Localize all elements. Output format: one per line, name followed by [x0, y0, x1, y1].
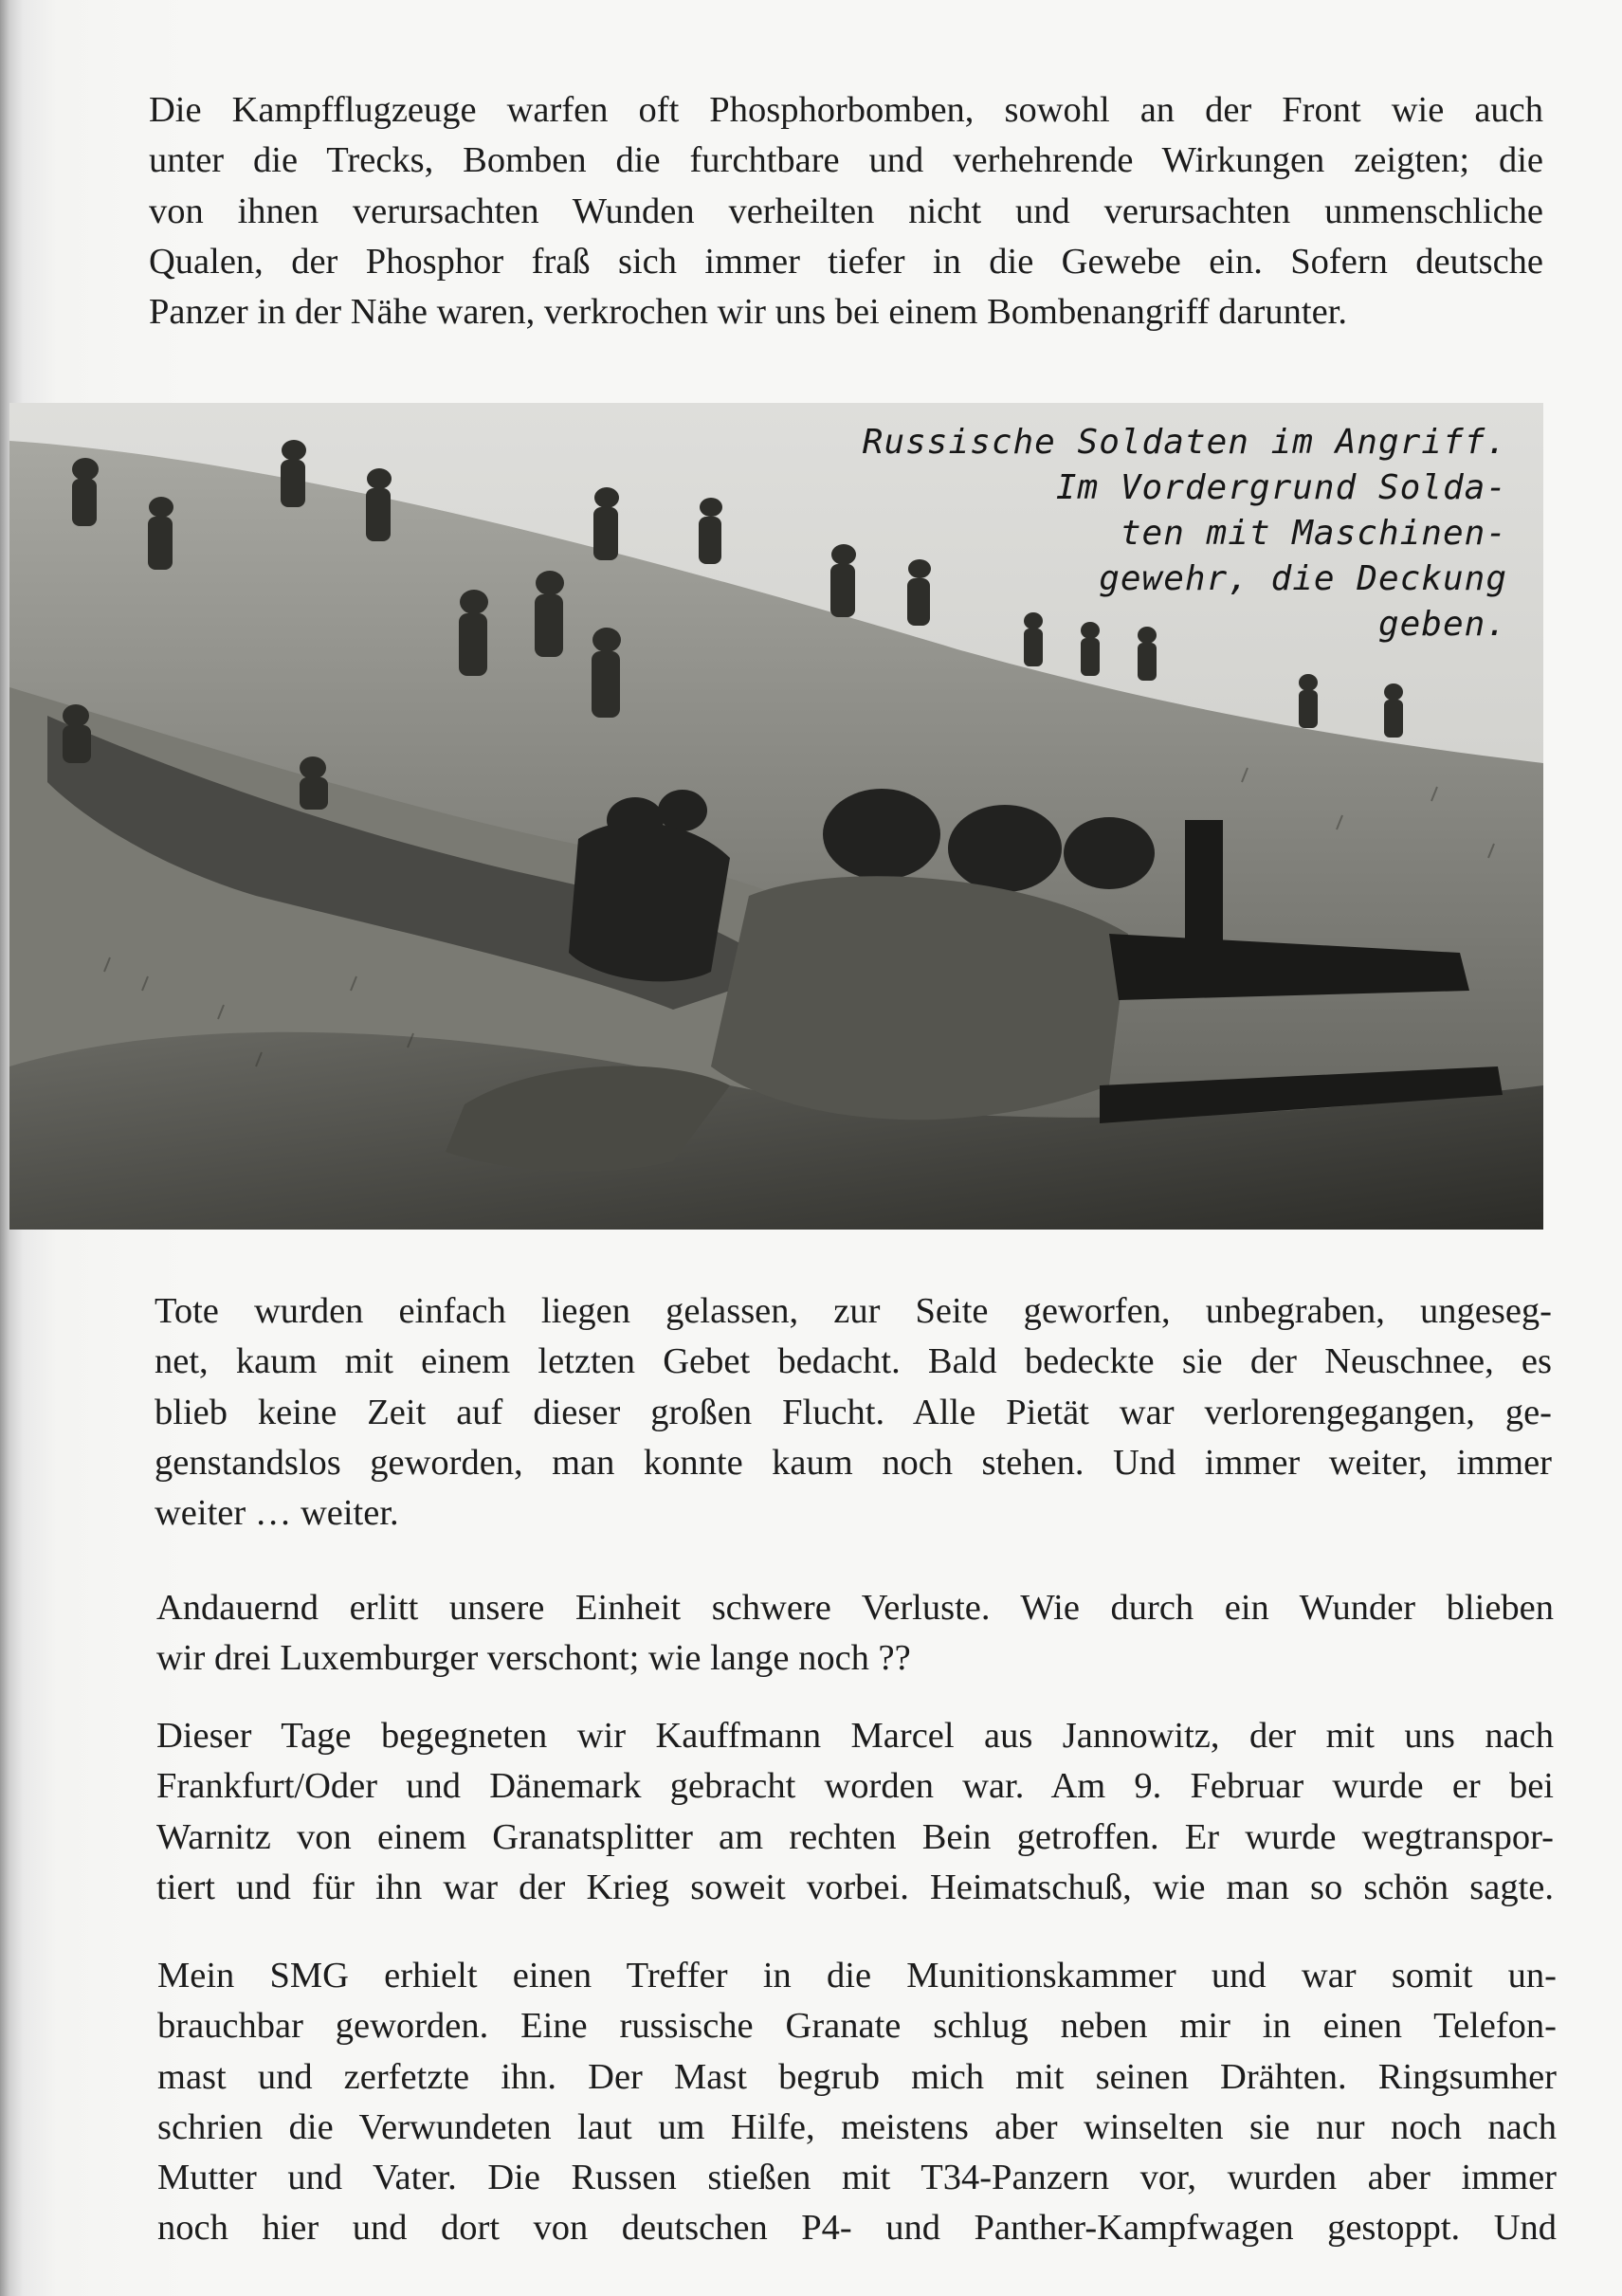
text-line: Mein SMG erhielt einen Treffer in die Munitionskammer und war somit un-: [157, 1956, 1557, 1995]
caption-line: Im Vordergrund Solda-: [1055, 468, 1507, 507]
caption-line: ten mit Maschinen-: [1120, 514, 1507, 553]
text-line: weiter … weiter.: [155, 1493, 399, 1534]
text-line: noch hier und dort von deutschen P4- und Panther-Kampfwagen gestoppt. Und: [157, 2208, 1557, 2249]
text-line: genstandslos geworden, man konnte kaum noch stehen. Und immer weiter, immer: [155, 1442, 1552, 1483]
text-line: tiert und für ihn war der Krieg soweit vorbei. Heimatschuß, wie man so schön sagte.: [156, 1867, 1554, 1907]
caption-line: gewehr, die Deckung: [1099, 559, 1507, 598]
paragraph-smg: [157, 1951, 1557, 2254]
text-line: Qualen, der Phosphor fraß sich immer tiefer in die Gewebe ein. Sofern deutsche: [149, 241, 1543, 282]
text-line: von ihnen verursachten Wunden verheilten nicht und verursachten unmenschliche: [149, 191, 1543, 231]
text-line: blieb keine Zeit auf dieser großen Flucht. Alle Pietät war verlorengegangen, ge-: [155, 1392, 1552, 1432]
text-line: brauchbar geworden. Eine russische Granate schlug neben mir in einen Telefon-: [157, 2006, 1557, 2047]
paragraph-kauffmann: [156, 1711, 1554, 1913]
text-line: wir drei Luxemburger verschont; wie lange noch ??: [156, 1638, 911, 1679]
text-line: Andauernd erlitt unsere Einheit schwere Verluste. Wie durch ein Wunder blieben: [156, 1588, 1554, 1628]
text-line: Mutter und Vater. Die Russen stießen mit T34-Panzern vor, wurden aber immer: [157, 2158, 1557, 2198]
text-line: Dieser Tage begegneten wir Kauffmann Marcel aus Jannowitz, der mit uns nach: [156, 1716, 1554, 1756]
text-line: unter die Trecks, Bomben die furchtbare und verhehrende Wirkungen zeigten; die: [149, 140, 1543, 181]
text-line: Frankfurt/Oder und Dänemark gebracht worden war. Am 9. Februar wurde er bei: [156, 1766, 1554, 1807]
paragraph-tote: [155, 1286, 1552, 1539]
war-photograph: [9, 403, 1543, 1230]
text-line: Tote wurden einfach liegen gelassen, zur Seite geworfen, unbegraben, ungeseg-: [155, 1291, 1552, 1331]
text-line: Die Kampfflugzeuge warfen oft Phosphorbomben, sowohl an der Front wie auch: [149, 90, 1543, 130]
paragraph-verluste: [156, 1583, 1554, 1685]
photo-caption: [730, 420, 1507, 647]
text-line: schrien die Verwundeten laut um Hilfe, meistens aber winselten sie nur noch nach: [157, 2106, 1557, 2147]
text-line: Panzer in der Nähe waren, verkrochen wir uns bei einem Bombenangriff darunter.: [149, 292, 1347, 333]
paragraph-phosphorbomben: [149, 85, 1543, 337]
caption-line: geben.: [1377, 605, 1507, 644]
text-line: Warnitz von einem Granatsplitter am rechten Bein getroffen. Er wurde wegtranspor-: [156, 1816, 1554, 1857]
caption-line: Russische Soldaten im Angriff.: [862, 423, 1507, 462]
text-line: mast und zerfetzte ihn. Der Mast begrub mich mit seinen Drähten. Ringsumher: [157, 2056, 1557, 2097]
text-line: net, kaum mit einem letzten Gebet bedacht. Bald bedeckte sie der Neuschnee, es: [155, 1341, 1552, 1382]
